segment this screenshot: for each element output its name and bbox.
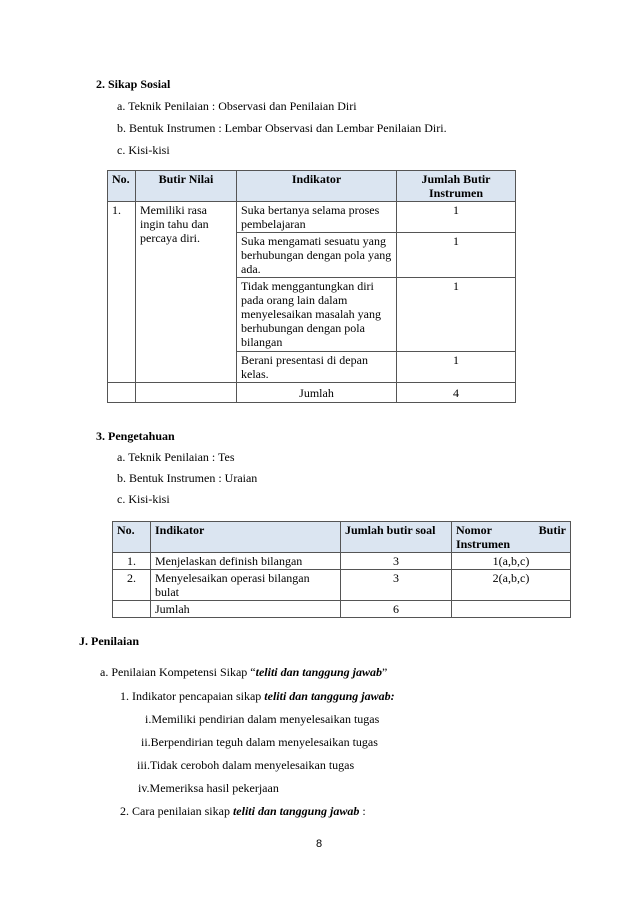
section-heading-pengetahuan: 3. Pengetahuan: [96, 429, 175, 443]
total-value: 6: [341, 601, 452, 618]
bentuk-instrumen-line: b. Bentuk Instrumen : Lembar Observasi dan Lembar Penilaian Diri.: [117, 121, 447, 135]
cell-indikator: Menyelesaikan operasi bilangan bulat: [151, 570, 341, 601]
list-item: iv.Memeriksa hasil pekerjaan: [138, 781, 279, 795]
list-item: ii.Berpendirian teguh dalam menyelesaikan tugas: [141, 735, 378, 749]
table-header-row: [113, 522, 571, 553]
cell-jumlah: 3: [341, 553, 452, 570]
table-row: [108, 202, 516, 233]
cell-nomor: 2(a,b,c): [452, 570, 571, 601]
cell-indikator: Suka mengamati sesuatu yang berhubungan dengan pola yang ada.: [237, 233, 397, 278]
header-no: No.: [113, 522, 151, 553]
cell-jumlah: 1: [397, 233, 516, 278]
cell-no: 1.: [113, 553, 151, 570]
header-no: No.: [108, 171, 136, 202]
kisi-kisi-line: c. Kisi-kisi: [117, 143, 170, 157]
bentuk-instrumen-line: b. Bentuk Instrumen : Uraian: [117, 471, 258, 485]
section-heading-sikap-sosial: 2. Sikap Sosial: [96, 77, 171, 91]
header-nomor-butir: Nomor Butir Instrumen: [452, 522, 571, 553]
table-total-row: [108, 383, 516, 403]
cell-jumlah: 1: [397, 352, 516, 383]
cell-indikator: Menjelaskan definish bilangan: [151, 553, 341, 570]
cara-penilaian-line: 2. Cara penilaian sikap teliti dan tanggung jawab :: [120, 804, 366, 818]
cell-indikator: Berani presentasi di depan kelas.: [237, 352, 397, 383]
teknik-penilaian-line: a. Teknik Penilaian : Observasi dan Penilaian Diri: [117, 99, 357, 113]
cell-butir-nilai: Memiliki rasa ingin tahu dan percaya diri.: [136, 202, 237, 383]
table-header-row: [108, 171, 516, 202]
table-row: [113, 570, 571, 601]
teknik-penilaian-line: a. Teknik Penilaian : Tes: [117, 450, 235, 464]
header-butir-nilai: Butir Nilai: [136, 171, 237, 202]
cell-no: 1.: [108, 202, 136, 383]
total-label: Jumlah: [237, 383, 397, 403]
section-heading-penilaian: J. Penilaian: [79, 634, 140, 648]
total-value: 4: [397, 383, 516, 403]
total-label: Jumlah: [151, 601, 341, 618]
header-jumlah-butir: Jumlah Butir Instrumen: [397, 171, 516, 202]
table-row: [113, 553, 571, 570]
cell-indikator: Tidak menggantungkan diri pada orang lain dalam menyelesaikan masalah yang berhubungan dengan pola bilangan: [237, 278, 397, 352]
sikap-sosial-table: [107, 170, 516, 403]
header-indikator: Indikator: [237, 171, 397, 202]
cell-jumlah: 3: [341, 570, 452, 601]
list-item: i.Memiliki pendirian dalam menyelesaikan tugas: [145, 712, 380, 726]
cell-nomor: 1(a,b,c): [452, 553, 571, 570]
cell-no: 2.: [113, 570, 151, 601]
pengetahuan-table: [112, 521, 571, 618]
kisi-kisi-line: c. Kisi-kisi: [117, 492, 170, 506]
indikator-pencapaian-line: 1. Indikator pencapaian sikap teliti dan tanggung jawab:: [120, 689, 395, 703]
cell-indikator: Suka bertanya selama proses pembelajaran: [237, 202, 397, 233]
cell-jumlah: 1: [397, 202, 516, 233]
header-jumlah-butir-soal: Jumlah butir soal: [341, 522, 452, 553]
penilaian-kompetensi-sikap: a. Penilaian Kompetensi Sikap “teliti dan tanggung jawab”: [100, 665, 388, 679]
cell-jumlah: 1: [397, 278, 516, 352]
table-total-row: [113, 601, 571, 618]
header-indikator: Indikator: [151, 522, 341, 553]
page-number: 8: [316, 838, 323, 850]
list-item: iii.Tidak ceroboh dalam menyelesaikan tugas: [137, 758, 355, 772]
